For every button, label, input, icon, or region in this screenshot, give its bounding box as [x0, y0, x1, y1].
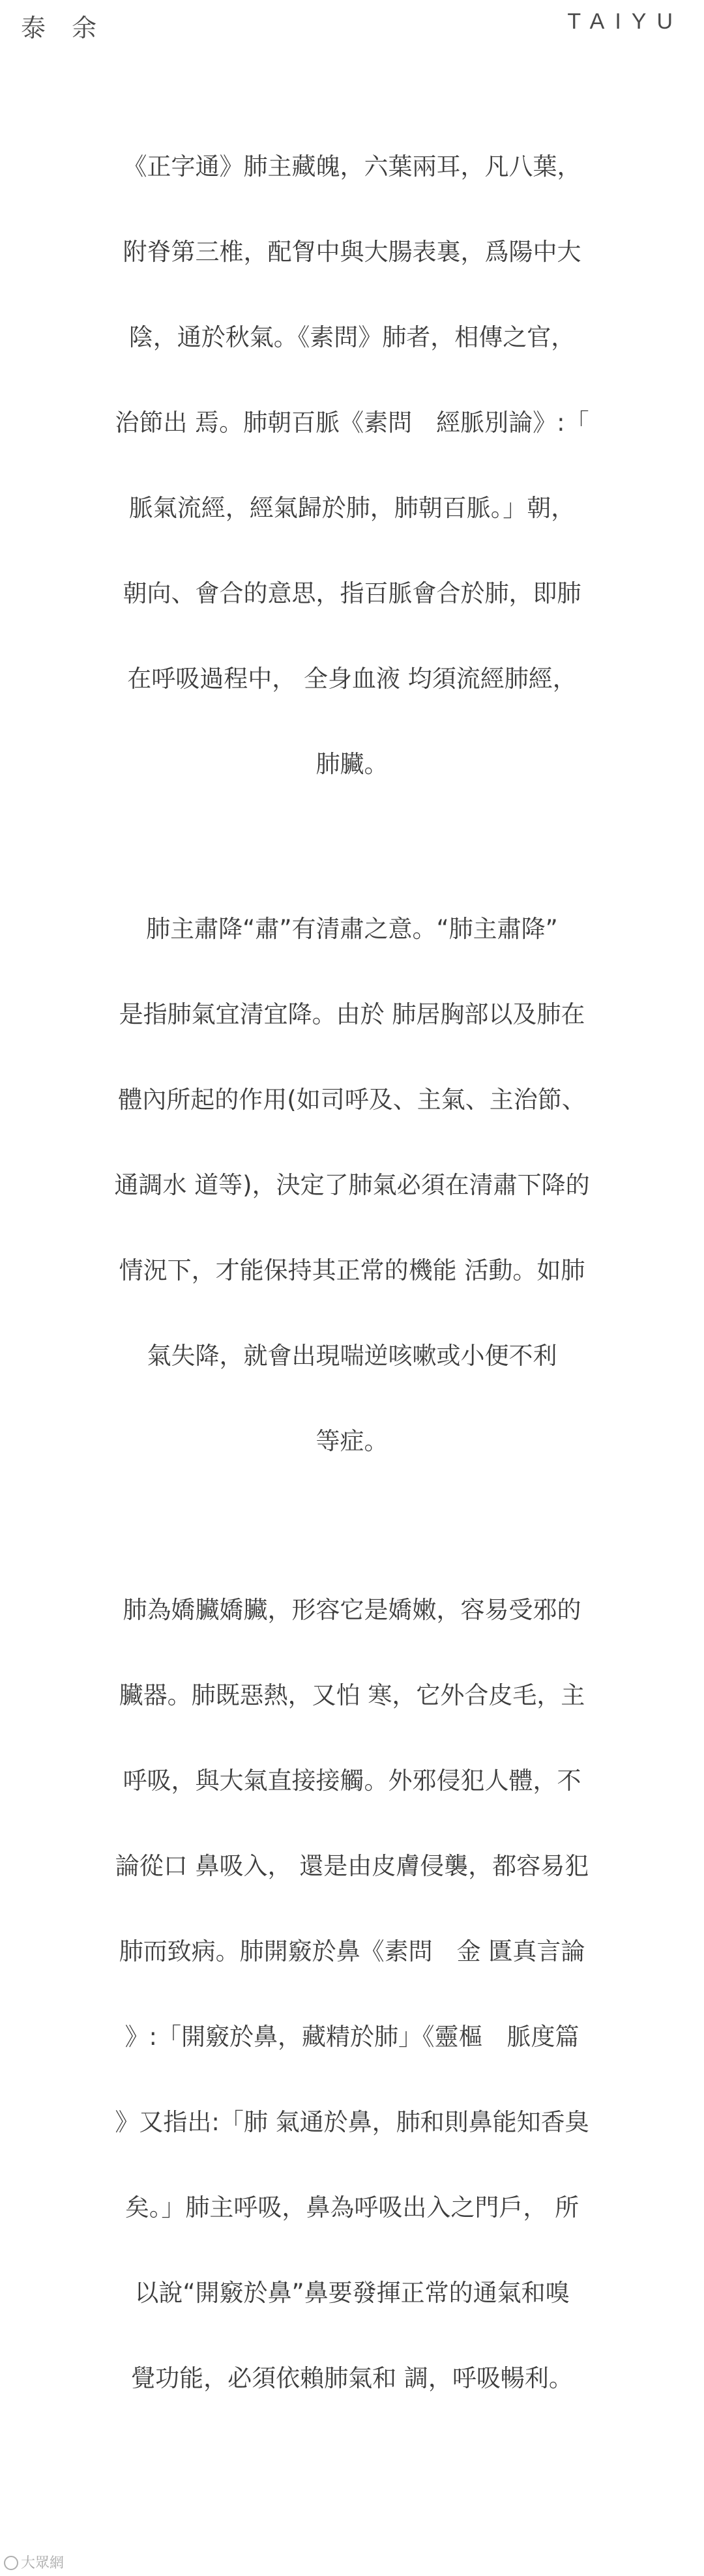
header	[0, 0, 704, 59]
text-line: 通調水 道等)，決定了肺氣必須在清肅下降的	[114, 1171, 590, 1199]
watermark-logo-icon	[4, 2556, 18, 2570]
text-line: 論從口 鼻吸入， 還是由皮膚侵襲，都容易犯	[115, 1852, 589, 1880]
text-line: 肺為嬌臟嬌臟，形容它是嬌嫩，容易受邪的	[123, 1596, 581, 1624]
text-line: 《正字通》肺主藏魄，六葉兩耳，凡八葉，	[123, 152, 581, 181]
text-line: 附脊第三椎，配胷中與大腸表裏，爲陽中大	[123, 238, 581, 266]
text-line: 肺而致病。肺開竅於鼻《素問 金 匱真言論	[119, 1937, 585, 1965]
brand-name-english: TAIYU	[567, 9, 683, 34]
text-line: 情況下，才能保持其正常的機能 活動。如肺	[119, 1256, 585, 1284]
paragraph-delicate-organ	[95, 1567, 609, 2421]
text-line: 在呼吸過程中， 全身血液 均須流經肺經，	[127, 665, 577, 693]
text-line: 臟器。肺既惡熱，又怕 寒，它外合皮毛，主	[119, 1681, 585, 1709]
text-line: 覺功能，必須依賴肺氣和 調，呼吸暢利。	[131, 2364, 573, 2392]
watermark	[4, 2552, 64, 2572]
text-line: 脈氣流經，經氣歸於肺，肺朝百脈。」朝，	[128, 494, 576, 522]
brand-name-chinese: 泰 余	[21, 14, 106, 42]
text-line: 陰，通於秋氣。《素問》肺者，相傳之官，	[128, 323, 576, 351]
text-line: 體內所起的作用(如司呼及、主氣、主治節、	[118, 1086, 586, 1114]
text-line: 是指肺氣宜清宜降。由於 肺居胸部以及肺在	[119, 1000, 585, 1028]
text-line: 》又指出:「肺 氣通於鼻，肺和則鼻能知香臭	[115, 2108, 589, 2136]
text-line: 肺主肅降“肅”有清肅之意。“肺主肅降”	[146, 915, 558, 943]
text-line: 朝向、會合的意思，指百脈會合於肺，即肺	[123, 579, 581, 607]
text-line: 以說“開竅於鼻”鼻要發揮正常的通氣和嗅	[134, 2279, 570, 2307]
text-line: 肺臟。	[315, 750, 389, 778]
text-line: 等症。	[315, 1427, 389, 1455]
text-line: 治節出 焉。肺朝百脈《素問 經脈別論》:「	[115, 409, 589, 437]
paragraph-lung-descending	[95, 886, 609, 1484]
text-line: 》:「開竅於鼻，藏精於肺」《靈樞 脈度篇	[125, 2023, 579, 2051]
paragraph-lung-stores-soul	[95, 124, 609, 807]
watermark-text: 大眾網	[21, 2555, 65, 2571]
text-line: 矣。」肺主呼吸，鼻為呼吸出入之門戶， 所	[125, 2193, 579, 2221]
text-line: 氣失降，就會出現喘逆咳嗽或小便不利	[147, 1342, 557, 1370]
text-line: 呼吸，與大氣直接接觸。外邪侵犯人體，不	[123, 1767, 581, 1795]
